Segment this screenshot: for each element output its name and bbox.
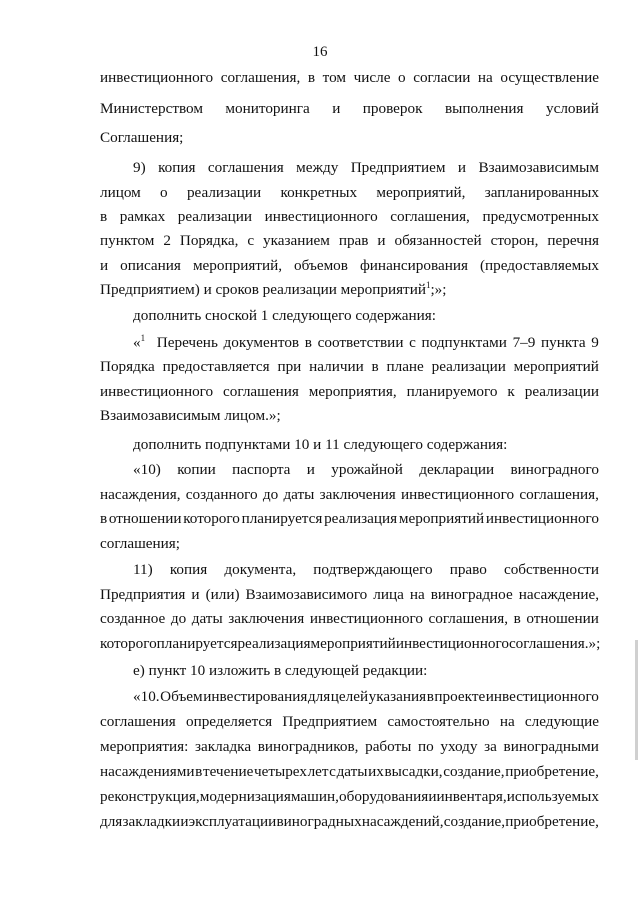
word: соглашения,: [428, 610, 509, 627]
word: Предприятием: [282, 713, 378, 730]
word: документов: [223, 334, 300, 351]
word: указания: [368, 688, 427, 705]
word: к: [507, 383, 515, 400]
word: инвестиционного: [485, 510, 599, 527]
word: наличии: [309, 358, 364, 375]
word: лет: [307, 763, 329, 780]
text-line: соглашения;: [100, 535, 181, 552]
word: описания: [120, 257, 181, 274]
text-line: [100, 509, 599, 529]
text-line: [100, 787, 599, 807]
scan-edge-mark: [635, 640, 638, 760]
word: и: [428, 788, 437, 805]
word: осуществление: [500, 69, 599, 86]
word: копия: [169, 561, 208, 578]
word: с: [247, 232, 255, 249]
word: модернизация: [199, 788, 291, 805]
word: созданное: [100, 610, 166, 627]
word: Перечень: [156, 334, 218, 351]
word: по: [418, 738, 434, 755]
text-line: [100, 382, 599, 402]
word: инвентаря,: [436, 788, 507, 805]
word: реализация: [324, 510, 398, 527]
word: до: [262, 486, 279, 503]
text-line: [100, 712, 599, 732]
word: соглашения,: [220, 69, 301, 86]
word: предоставляется: [162, 358, 270, 375]
word: Министерством: [100, 100, 203, 117]
text-line: [133, 333, 599, 353]
quote-mark: «: [133, 334, 141, 351]
word: и: [306, 461, 315, 478]
word: для: [307, 688, 331, 705]
word: насаждения,: [100, 486, 181, 503]
word: создание,: [443, 813, 506, 830]
word: при: [277, 358, 302, 375]
word: отношении: [526, 610, 599, 627]
footnote-ref: 1: [425, 280, 431, 290]
word: планируется: [241, 510, 323, 527]
word: отношении: [108, 510, 182, 527]
footnote-open: [133, 333, 145, 353]
word: приобретение,: [505, 763, 599, 780]
word: «10): [133, 461, 161, 478]
text-line: е) пункт 10 изложить в следующей редакции:: [133, 662, 428, 679]
word: целей: [330, 688, 369, 705]
word: на: [477, 69, 493, 86]
word: (предоставляемых: [479, 257, 599, 274]
word: и: [180, 813, 189, 830]
word: реализации: [524, 383, 599, 400]
word: реализации: [186, 184, 262, 201]
word: оборудования: [339, 788, 429, 805]
word: мероприятий: [310, 635, 396, 652]
word: рамках: [119, 208, 166, 225]
word: машин,: [290, 788, 339, 805]
word: их: [368, 763, 384, 780]
text-line: [100, 634, 599, 654]
word: в: [307, 69, 316, 86]
word: инвестиционного: [100, 69, 214, 86]
word: Предприятия: [100, 586, 186, 603]
word: виноградников,: [257, 738, 359, 755]
word: мероприятия,: [308, 383, 397, 400]
word: согласии: [413, 69, 471, 86]
word: пункта: [541, 334, 586, 351]
word: условий: [546, 100, 599, 117]
word: урожайной: [331, 461, 403, 478]
word: за: [484, 738, 497, 755]
word: соглашения: [100, 713, 176, 730]
word: мероприятий: [398, 510, 485, 527]
word: перечня: [547, 232, 599, 249]
word: на: [409, 586, 425, 603]
line-text: Предприятием) и сроков реализации мероприятий: [100, 281, 426, 298]
word: копии: [177, 461, 216, 478]
text-line: [100, 609, 599, 629]
word: течение: [202, 763, 254, 780]
word: мероприятия:: [100, 738, 189, 755]
word: закладки: [122, 813, 181, 830]
word: и: [332, 100, 341, 117]
text-line: [100, 256, 599, 276]
word: финансирования: [359, 257, 468, 274]
text-line: [100, 585, 599, 605]
word: копия: [158, 159, 196, 176]
word: проверок: [362, 100, 423, 117]
word: пунктом: [100, 232, 155, 249]
word: работы: [365, 738, 412, 755]
word: 7–9: [512, 334, 536, 351]
word: инвестиционного: [100, 383, 214, 400]
word: уходу: [440, 738, 478, 755]
word: Объем: [160, 688, 203, 705]
word: (или): [205, 586, 240, 603]
word: виноградное: [430, 586, 513, 603]
words: [151, 333, 599, 353]
text-line: [100, 207, 599, 227]
word: инвестиционного: [309, 610, 423, 627]
word: насаждение,: [518, 586, 599, 603]
text-line: [133, 460, 599, 480]
word: четырех: [253, 763, 307, 780]
text-line: [100, 812, 599, 832]
text-line: дополнить подпунктами 10 и 11 следующего содержания:: [133, 436, 508, 453]
word: с: [329, 763, 336, 780]
word: эксплуатации: [188, 813, 277, 830]
word: в: [100, 510, 108, 527]
text-line: [100, 99, 599, 119]
word: на: [499, 713, 515, 730]
word: соответствии: [317, 334, 404, 351]
word: 2: [163, 232, 171, 249]
text-line: [100, 357, 599, 377]
word: подпунктами: [421, 334, 507, 351]
word: и: [100, 257, 109, 274]
word: заключения: [228, 610, 305, 627]
word: которого: [100, 635, 157, 652]
text-line: [100, 737, 599, 757]
word: с: [409, 334, 416, 351]
text-line: [133, 687, 599, 707]
word: даты: [191, 610, 223, 627]
word: в: [195, 763, 203, 780]
word: насаждениями: [100, 763, 195, 780]
word: в: [100, 208, 108, 225]
text-line: [100, 183, 599, 203]
word: прав: [338, 232, 369, 249]
word: лица: [373, 586, 404, 603]
word: выполнения: [444, 100, 524, 117]
word: в: [304, 334, 312, 351]
text-line: Взаимозависимым лицом.»;: [100, 407, 281, 424]
word: сторон,: [490, 232, 539, 249]
word: декларации: [419, 461, 495, 478]
word: виноградных: [276, 813, 362, 830]
word: документа,: [224, 561, 297, 578]
word: мониторинга: [225, 100, 310, 117]
word: мероприятий,: [376, 184, 466, 201]
word: насаждений,: [361, 813, 444, 830]
word: даты: [283, 486, 315, 503]
word: планируемого: [406, 383, 498, 400]
word: заключения: [319, 486, 396, 503]
word: о: [398, 69, 406, 86]
word: плане: [386, 358, 424, 375]
word: подтверждающего: [313, 561, 433, 578]
word: числе: [353, 69, 391, 86]
word: в: [371, 358, 379, 375]
word: до: [170, 610, 187, 627]
word: для: [100, 813, 123, 830]
word: в: [426, 688, 434, 705]
word: о: [160, 184, 168, 201]
word: планируется: [156, 635, 238, 652]
word: паспорта: [232, 461, 291, 478]
word: реализации: [431, 358, 506, 375]
page-number: 16: [312, 44, 328, 60]
word: соглашения.»;: [508, 635, 601, 652]
word: Взаимозависимого: [245, 586, 368, 603]
word: предусмотренных: [482, 208, 599, 225]
word: Предприятием: [350, 159, 446, 176]
text-line: [100, 68, 599, 88]
word: между: [296, 159, 339, 176]
word: запланированных: [484, 184, 599, 201]
word: приобретение,: [505, 813, 599, 830]
word: и: [377, 232, 386, 249]
word: проекте: [434, 688, 486, 705]
word: мероприятий: [513, 358, 599, 375]
text-line: дополнить сноской 1 следующего содержания:: [133, 307, 436, 324]
footnote-mark: 1: [140, 333, 146, 343]
word: инвестирования: [203, 688, 308, 705]
word: в: [513, 610, 521, 627]
text-line: [100, 485, 599, 505]
text-line: [133, 158, 599, 178]
word: даты: [336, 763, 368, 780]
word: закладка: [195, 738, 252, 755]
word: виноградного: [510, 461, 599, 478]
word: «10.: [133, 688, 160, 705]
word: инвестиционного: [264, 208, 378, 225]
word: соглашения: [207, 159, 284, 176]
word: Порядка: [100, 358, 155, 375]
word: Взаимозависимым: [478, 159, 599, 176]
word: указанием: [263, 232, 330, 249]
word: используемых: [506, 788, 599, 805]
word: инвестиционного: [485, 688, 599, 705]
word: реализация: [237, 635, 311, 652]
text-line: [100, 280, 599, 300]
word: инвестиционного: [395, 635, 509, 652]
word: которого: [183, 510, 240, 527]
line-text: ;»;: [430, 281, 447, 298]
word: том: [322, 69, 347, 86]
word: реализации: [177, 208, 252, 225]
text-line: [100, 231, 599, 251]
word: виноградными: [503, 738, 599, 755]
word: Порядка,: [179, 232, 239, 249]
word: право: [449, 561, 487, 578]
word: обязанностей: [394, 232, 482, 249]
word: соглашения,: [519, 486, 599, 503]
word: 9): [133, 159, 146, 176]
word: соглашения: [223, 383, 299, 400]
word: самостоятельно: [387, 713, 490, 730]
text-line: [100, 762, 599, 782]
word: и: [457, 159, 467, 176]
word: и: [191, 586, 200, 603]
text-line: Соглашения;: [100, 129, 184, 146]
word: мероприятий,: [192, 257, 283, 274]
text-line: [133, 560, 599, 580]
word: 11): [133, 561, 153, 578]
word: соглашения,: [390, 208, 470, 225]
word: следующие: [524, 713, 599, 730]
word: собственности: [503, 561, 599, 578]
word: 9: [591, 334, 599, 351]
word: инвестиционного: [400, 486, 515, 503]
word: создание,: [443, 763, 505, 780]
word: лицом: [100, 184, 141, 201]
word: объемов: [294, 257, 348, 274]
word: конкретных: [280, 184, 358, 201]
word: реконструкция,: [100, 788, 200, 805]
word: высадки,: [384, 763, 443, 780]
word: определяется: [185, 713, 273, 730]
word: созданного: [185, 486, 258, 503]
